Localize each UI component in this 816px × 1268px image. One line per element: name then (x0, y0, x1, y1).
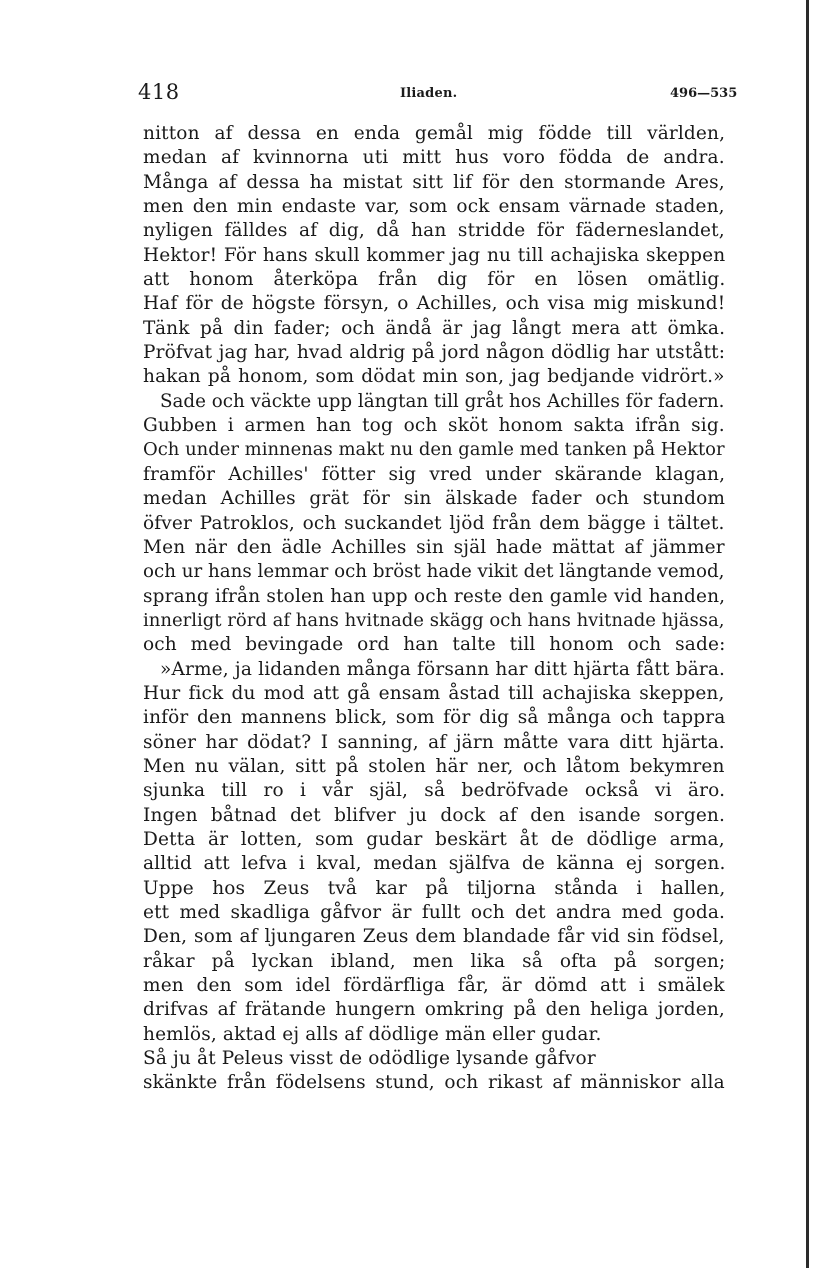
verse-line: Men nu välan, sitt på stolen här ner, och låtom bekymren (143, 755, 725, 777)
verse-line: framför Achilles' fötter sig vred under skärande klagan, (143, 463, 726, 485)
verse-line: Många af dessa ha mistat sitt lif för den stormande Ares, (143, 171, 725, 193)
verse-line: sprang ifrån stolen han upp och reste den gamle vid handen, (143, 585, 726, 607)
verse-line: söner har dödat? I sanning, af järn måtte vara ditt hjärta. (143, 731, 725, 753)
running-title: Iliaden. (400, 86, 458, 101)
verse-line: men den min endaste var, som ock ensam värnade staden, (143, 196, 725, 218)
verse-line: Men när den ädle Achilles sin själ hade mättat af jämmer (143, 536, 725, 558)
verse-line: öfver Patroklos, och suckandet ljöd från dem bägge i tältet. (143, 512, 725, 534)
verse-line: innerligt rörd af hans hvitnade skägg och hans hvitnade hjässa, (143, 609, 725, 631)
verse-line: Detta är lotten, som gudar beskärt åt de dödlige arma, (143, 828, 725, 850)
verse-line: råkar på lyckan ibland, men lika så ofta på sorgen; (143, 950, 726, 972)
verse-line: alltid att lefva i kval, medan själfva de känna ej sorgen. (143, 853, 726, 875)
verse-line: Den, som af ljungaren Zeus dem blandade får vid sin födsel, (143, 926, 725, 948)
verse-line: och med bevingade ord han talte till honom och sade: (143, 634, 726, 656)
verse-line: medan af kvinnorna uti mitt hus voro födda de andra. (143, 147, 725, 169)
verse-line: skänkte från födelsens stund, och rikast af människor alla (143, 1072, 725, 1094)
verse-line-range: 496—535 (670, 86, 738, 101)
verse-line: Uppe hos Zeus två kar på tiljorna stånda i hallen, (143, 877, 726, 899)
verse-line: Gubben i armen han tog och sköt honom sakta ifrån sig. (143, 415, 725, 437)
verse-line: Så ju åt Peleus visst de odödlige lysande gåfvor (143, 1048, 596, 1070)
verse-line: nyligen fälldes af dig, då han stridde för fäderneslandet, (143, 220, 725, 242)
verse-line: hakan på honom, som dödat min son, jag bedjande vidrört.» (143, 366, 725, 388)
verse-line: Ingen båtnad det blifver ju dock af den isande sorgen. (143, 804, 726, 826)
verse-line: Sade och väckte upp längtan till gråt hos Achilles för fadern. (160, 390, 725, 412)
poem-text-block (143, 122, 743, 1096)
verse-line: medan Achilles grät för sin älskade fader och stundom (143, 488, 726, 510)
verse-line: ett med skadliga gåfvor är fullt och det andra med goda. (143, 902, 726, 923)
verse-line: Pröfvat jag har, hvad aldrig på jord någon dödlig har utstått: (143, 342, 726, 364)
verse-line: inför den mannens blick, som för dig så många och tappra (143, 707, 726, 729)
verse-line: drifvas af frätande hungern omkring på den heliga jorden, (143, 999, 725, 1021)
verse-line: nitton af dessa en enda gemål mig födde till världen, (143, 123, 726, 144)
verse-line: Och under minnenas makt nu den gamle med tanken på Hektor (143, 439, 725, 461)
page-number: 418 (138, 80, 180, 104)
verse-line: Hektor! För hans skull kommer jag nu till achajiska skeppen (143, 244, 726, 266)
verse-line: sjunka till ro i vår själ, så bedröfvade också vi äro. (143, 780, 726, 802)
page-edge-line (806, 0, 809, 1268)
verse-line: och ur hans lemmar och bröst hade vikit det längtande vemod, (143, 561, 725, 583)
verse-line: Tänk på din fader; och ändå är jag långt mera att ömka. (143, 317, 726, 339)
verse-line: »Arme, ja lidanden många försann har ditt hjärta fått bära. (160, 658, 726, 680)
verse-line: hemlös, aktad ej alls af dödlige män eller gudar. (143, 1023, 602, 1045)
page-header (0, 0, 816, 120)
verse-line: Hur fick du mod att gå ensam åstad till achajiska skeppen, (143, 682, 725, 704)
verse-line: men den som idel fördärfliga får, är dömd att i smälek (143, 975, 725, 997)
verse-line: att honom återköpa från dig för en lösen omätlig. (143, 269, 726, 291)
verse-line: Haf för de högste försyn, o Achilles, och visa mig miskund! (143, 293, 726, 315)
